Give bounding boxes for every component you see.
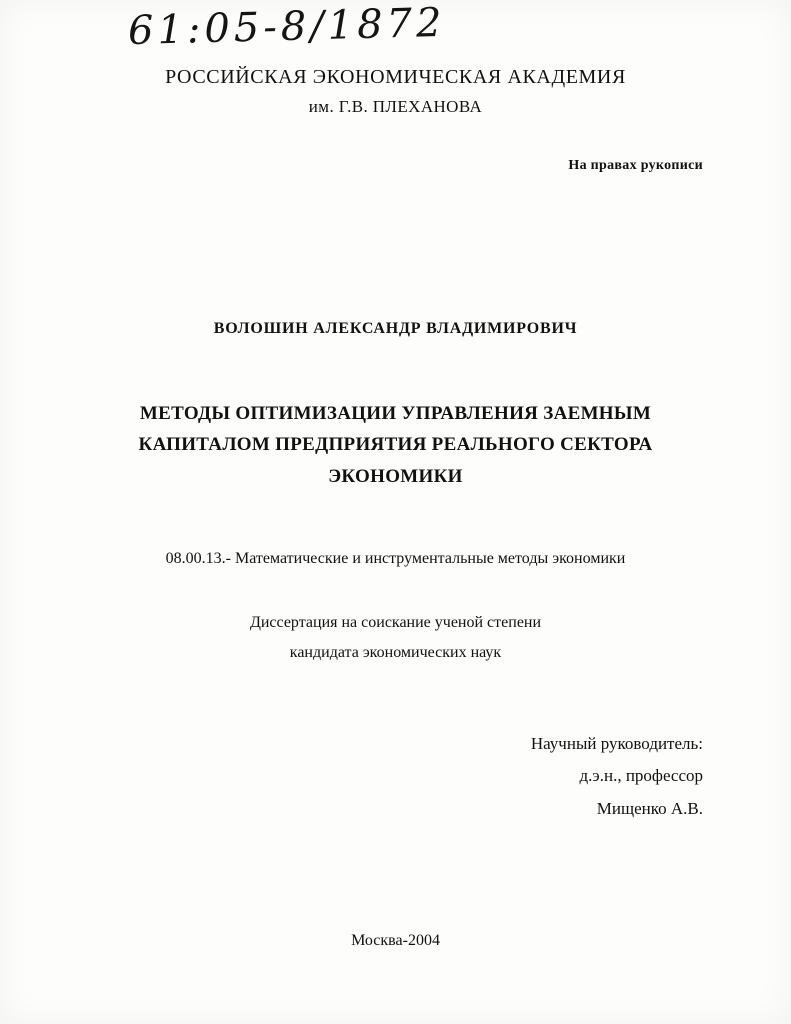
author-name: ВОЛОШИН АЛЕКСАНДР ВЛАДИМИРОВИЧ	[213, 320, 578, 337]
supervisor-rank: д.э.н., профессор	[579, 766, 703, 786]
title-line-2: КАПИТАЛОМ ПРЕДПРИЯТИЯ РЕАЛЬНОГО СЕКТОРА	[138, 434, 653, 456]
title-line-1: МЕТОДЫ ОПТИМИЗАЦИИ УПРАВЛЕНИЯ ЗАЕМНЫМ	[139, 403, 652, 424]
title-line-3: ЭКОНОМИКИ	[328, 465, 463, 487]
supervisor-block	[531, 728, 703, 825]
manuscript-rights-note: На правах рукописи	[568, 158, 703, 173]
speciality-code-and-name: 08.00.13.- Математические и инструментальные методы экономики	[165, 550, 626, 567]
place-and-year: Москва-2004	[351, 932, 440, 949]
degree-line-2: кандидата экономических наук	[289, 644, 502, 662]
page-title	[118, 398, 673, 492]
supervisor-name: Мищенко А.В.	[596, 798, 703, 818]
organization-subname: им. Г.В. ПЛЕХАНОВА	[308, 97, 483, 116]
organization-name: РОССИЙСКАЯ ЭКОНОМИЧЕСКАЯ АКАДЕМИЯ	[165, 66, 626, 88]
degree-statement	[0, 608, 791, 669]
degree-line-1: Диссертация на соискание ученой степени	[249, 614, 542, 631]
supervisor-label: Научный руководитель:	[530, 734, 703, 753]
organization-block	[0, 66, 791, 117]
handwritten-archive-code: 61:05-8/1872	[127, 0, 447, 55]
